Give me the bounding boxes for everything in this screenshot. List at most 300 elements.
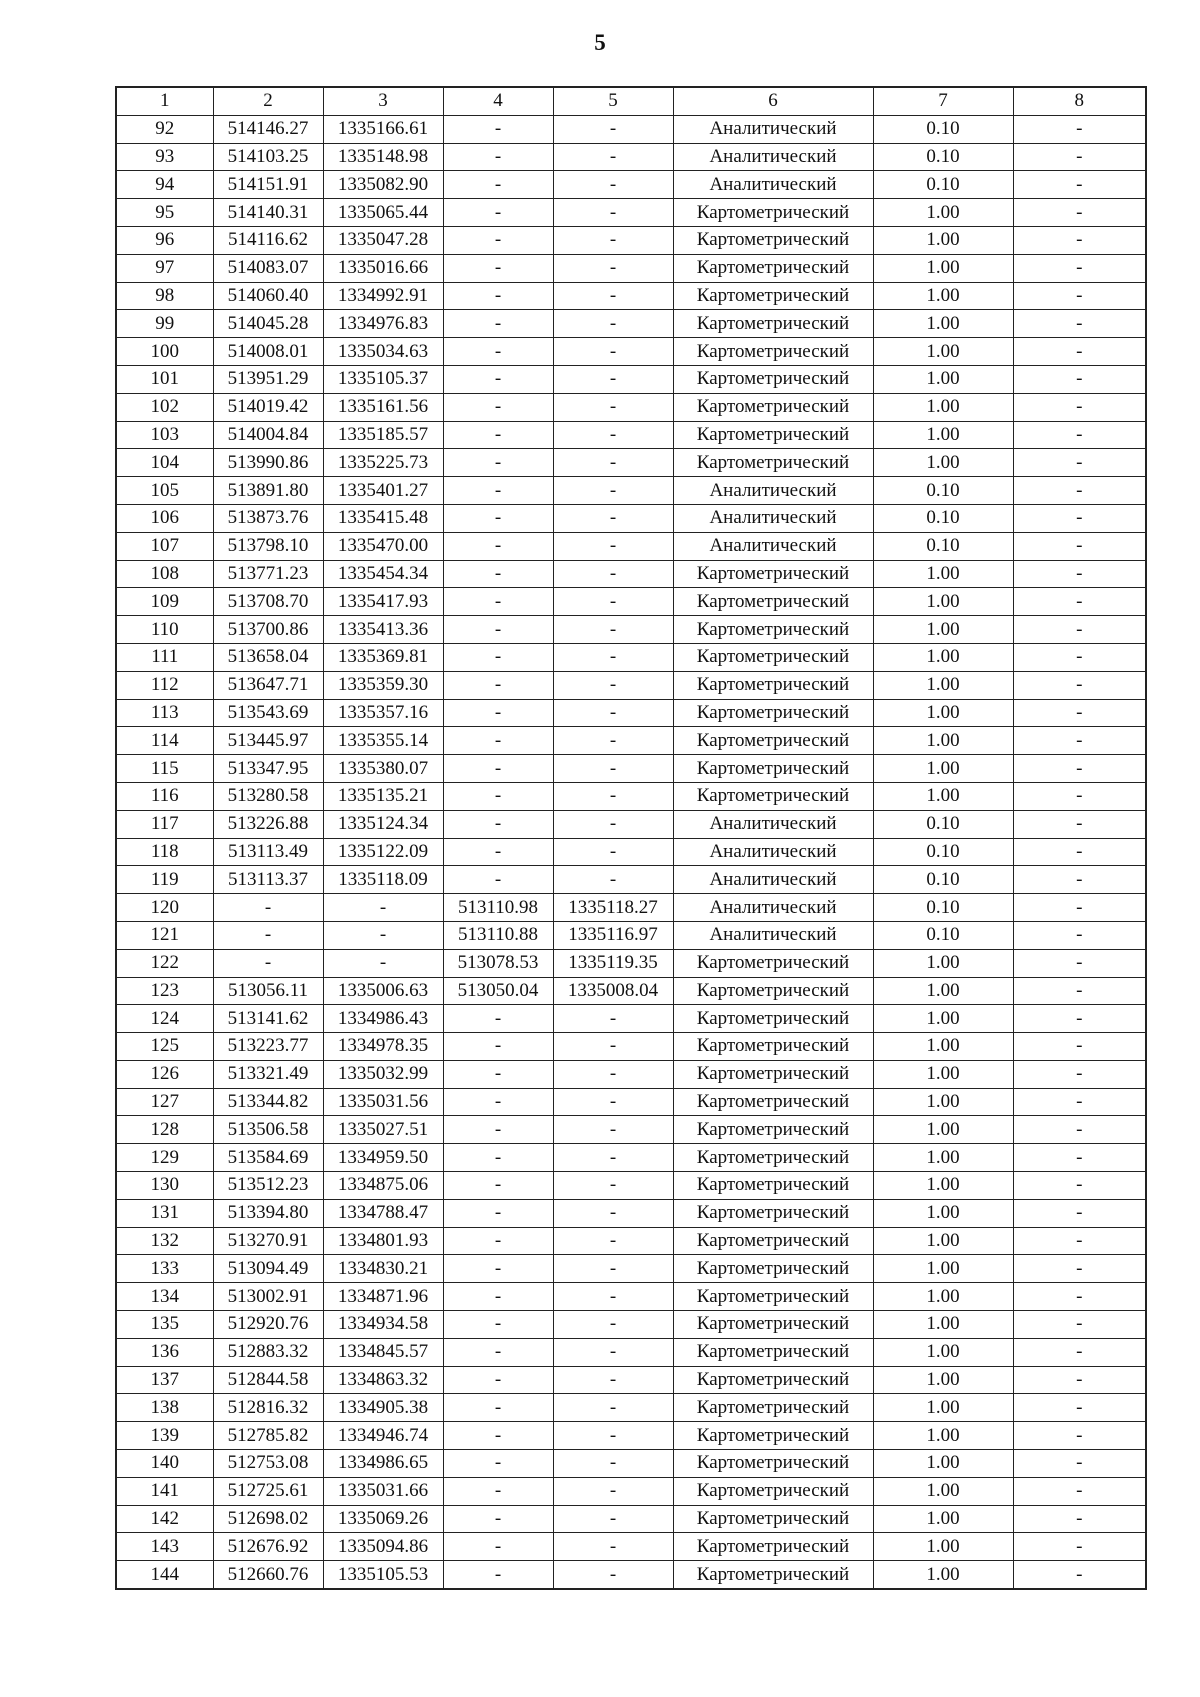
cell-y-new-coordinate: - [553, 226, 673, 254]
cell-x-new-coordinate: - [443, 866, 553, 894]
cell-point-number: 142 [116, 1505, 213, 1533]
table-row [116, 310, 1146, 338]
cell-x-coordinate: 513094.49 [213, 1255, 323, 1283]
cell-x-coordinate: 512698.02 [213, 1505, 323, 1533]
cell-accuracy: 1.00 [873, 643, 1013, 671]
column-header-x-new-coordinate: 4 [443, 87, 553, 115]
cell-y-coordinate: 1335047.28 [323, 226, 443, 254]
cell-description: - [1013, 1227, 1146, 1255]
cell-method: Картометрический [673, 699, 873, 727]
cell-accuracy: 1.00 [873, 1561, 1013, 1589]
column-header-description: 8 [1013, 87, 1146, 115]
cell-method: Аналитический [673, 143, 873, 171]
cell-x-coordinate: 513506.58 [213, 1116, 323, 1144]
cell-description: - [1013, 1172, 1146, 1200]
cell-y-coordinate: 1334986.65 [323, 1450, 443, 1478]
cell-accuracy: 1.00 [873, 365, 1013, 393]
table-row [116, 338, 1146, 366]
cell-description: - [1013, 1477, 1146, 1505]
cell-point-number: 110 [116, 616, 213, 644]
cell-x-new-coordinate: - [443, 449, 553, 477]
cell-description: - [1013, 282, 1146, 310]
cell-x-new-coordinate: - [443, 1144, 553, 1172]
cell-point-number: 108 [116, 560, 213, 588]
cell-x-coordinate: 513141.62 [213, 1005, 323, 1033]
cell-x-new-coordinate: - [443, 810, 553, 838]
cell-method: Картометрический [673, 421, 873, 449]
cell-x-new-coordinate: 513050.04 [443, 977, 553, 1005]
cell-y-new-coordinate: - [553, 560, 673, 588]
cell-y-new-coordinate: - [553, 143, 673, 171]
cell-y-coordinate: - [323, 949, 443, 977]
cell-point-number: 131 [116, 1199, 213, 1227]
cell-y-new-coordinate: - [553, 477, 673, 505]
cell-description: - [1013, 921, 1146, 949]
cell-accuracy: 0.10 [873, 143, 1013, 171]
cell-description: - [1013, 616, 1146, 644]
cell-method: Картометрический [673, 588, 873, 616]
cell-x-coordinate: 512816.32 [213, 1394, 323, 1422]
cell-y-coordinate: 1335413.36 [323, 616, 443, 644]
cell-method: Картометрический [673, 310, 873, 338]
cell-method: Аналитический [673, 504, 873, 532]
cell-x-coordinate: 513771.23 [213, 560, 323, 588]
cell-y-coordinate: 1334871.96 [323, 1283, 443, 1311]
cell-y-new-coordinate: - [553, 866, 673, 894]
cell-y-coordinate: 1334845.57 [323, 1338, 443, 1366]
cell-x-new-coordinate: - [443, 838, 553, 866]
cell-y-coordinate: - [323, 894, 443, 922]
cell-y-new-coordinate: - [553, 504, 673, 532]
cell-x-coordinate: 514103.25 [213, 143, 323, 171]
table-row [116, 588, 1146, 616]
cell-description: - [1013, 1422, 1146, 1450]
cell-accuracy: 1.00 [873, 1033, 1013, 1061]
cell-description: - [1013, 532, 1146, 560]
cell-x-coordinate: 514045.28 [213, 310, 323, 338]
cell-description: - [1013, 949, 1146, 977]
cell-x-coordinate: - [213, 949, 323, 977]
cell-method: Картометрический [673, 1088, 873, 1116]
cell-x-new-coordinate: - [443, 477, 553, 505]
cell-x-new-coordinate: - [443, 338, 553, 366]
cell-accuracy: 1.00 [873, 671, 1013, 699]
cell-y-new-coordinate: - [553, 643, 673, 671]
cell-x-new-coordinate: - [443, 1116, 553, 1144]
cell-x-coordinate: 514140.31 [213, 199, 323, 227]
cell-x-coordinate: 514146.27 [213, 115, 323, 143]
cell-point-number: 99 [116, 310, 213, 338]
cell-description: - [1013, 226, 1146, 254]
cell-point-number: 119 [116, 866, 213, 894]
cell-y-coordinate: 1334934.58 [323, 1311, 443, 1339]
coordinates-table [115, 86, 1147, 1590]
table-row [116, 1088, 1146, 1116]
table-row [116, 1033, 1146, 1061]
cell-method: Картометрический [673, 1033, 873, 1061]
cell-x-new-coordinate: - [443, 1311, 553, 1339]
cell-x-coordinate: 513270.91 [213, 1227, 323, 1255]
table-row [116, 1450, 1146, 1478]
cell-point-number: 93 [116, 143, 213, 171]
cell-method: Аналитический [673, 810, 873, 838]
cell-method: Картометрический [673, 755, 873, 783]
cell-x-coordinate: 513658.04 [213, 643, 323, 671]
cell-point-number: 106 [116, 504, 213, 532]
cell-method: Картометрический [673, 1533, 873, 1561]
cell-accuracy: 0.10 [873, 810, 1013, 838]
cell-description: - [1013, 1088, 1146, 1116]
column-header-accuracy: 7 [873, 87, 1013, 115]
cell-x-new-coordinate: - [443, 393, 553, 421]
cell-x-new-coordinate: - [443, 755, 553, 783]
cell-y-coordinate: 1335118.09 [323, 866, 443, 894]
cell-y-new-coordinate: 1335008.04 [553, 977, 673, 1005]
cell-point-number: 105 [116, 477, 213, 505]
cell-method: Картометрический [673, 727, 873, 755]
cell-point-number: 121 [116, 921, 213, 949]
cell-point-number: 133 [116, 1255, 213, 1283]
cell-y-coordinate: 1335470.00 [323, 532, 443, 560]
cell-description: - [1013, 421, 1146, 449]
table-row [116, 254, 1146, 282]
cell-x-new-coordinate: - [443, 588, 553, 616]
cell-x-coordinate: 514083.07 [213, 254, 323, 282]
cell-accuracy: 1.00 [873, 1144, 1013, 1172]
cell-method: Картометрический [673, 393, 873, 421]
cell-method: Аналитический [673, 866, 873, 894]
cell-point-number: 102 [116, 393, 213, 421]
cell-x-new-coordinate: - [443, 1255, 553, 1283]
cell-y-coordinate: 1335124.34 [323, 810, 443, 838]
cell-method: Аналитический [673, 477, 873, 505]
cell-accuracy: 1.00 [873, 338, 1013, 366]
cell-point-number: 141 [116, 1477, 213, 1505]
cell-description: - [1013, 588, 1146, 616]
cell-y-new-coordinate: - [553, 1199, 673, 1227]
cell-method: Картометрический [673, 1255, 873, 1283]
cell-method: Картометрический [673, 1394, 873, 1422]
cell-accuracy: 1.00 [873, 699, 1013, 727]
table-header-row [116, 87, 1146, 115]
cell-accuracy: 1.00 [873, 199, 1013, 227]
cell-x-new-coordinate: - [443, 532, 553, 560]
cell-accuracy: 1.00 [873, 226, 1013, 254]
cell-description: - [1013, 1116, 1146, 1144]
cell-accuracy: 0.10 [873, 838, 1013, 866]
table-row [116, 921, 1146, 949]
cell-y-new-coordinate: - [553, 1033, 673, 1061]
cell-description: - [1013, 1255, 1146, 1283]
cell-method: Картометрический [673, 977, 873, 1005]
table-row [116, 1394, 1146, 1422]
cell-x-coordinate: 513543.69 [213, 699, 323, 727]
cell-y-new-coordinate: - [553, 671, 673, 699]
cell-method: Картометрический [673, 949, 873, 977]
cell-point-number: 113 [116, 699, 213, 727]
cell-description: - [1013, 1533, 1146, 1561]
cell-method: Картометрический [673, 560, 873, 588]
cell-x-coordinate: 512785.82 [213, 1422, 323, 1450]
cell-method: Картометрический [673, 1477, 873, 1505]
cell-y-coordinate: 1335094.86 [323, 1533, 443, 1561]
cell-point-number: 117 [116, 810, 213, 838]
page-number: 5 [594, 30, 606, 55]
cell-y-new-coordinate: - [553, 1477, 673, 1505]
cell-point-number: 140 [116, 1450, 213, 1478]
table-row [116, 671, 1146, 699]
cell-method: Картометрический [673, 643, 873, 671]
cell-y-coordinate: 1335148.98 [323, 143, 443, 171]
table-row [116, 449, 1146, 477]
cell-x-new-coordinate: - [443, 1450, 553, 1478]
cell-y-new-coordinate: - [553, 755, 673, 783]
cell-x-new-coordinate: - [443, 171, 553, 199]
cell-x-coordinate: 513002.91 [213, 1283, 323, 1311]
cell-x-new-coordinate: - [443, 1033, 553, 1061]
table-row [116, 365, 1146, 393]
cell-method: Картометрический [673, 449, 873, 477]
cell-x-coordinate: 514008.01 [213, 338, 323, 366]
cell-description: - [1013, 1033, 1146, 1061]
cell-x-coordinate: 512753.08 [213, 1450, 323, 1478]
cell-point-number: 109 [116, 588, 213, 616]
cell-accuracy: 1.00 [873, 1227, 1013, 1255]
cell-y-coordinate: 1334946.74 [323, 1422, 443, 1450]
cell-y-coordinate: 1335415.48 [323, 504, 443, 532]
cell-y-coordinate: 1335135.21 [323, 782, 443, 810]
cell-x-new-coordinate: - [443, 1199, 553, 1227]
cell-description: - [1013, 1144, 1146, 1172]
cell-x-coordinate: 512725.61 [213, 1477, 323, 1505]
cell-y-new-coordinate: - [553, 1116, 673, 1144]
cell-x-new-coordinate: - [443, 1172, 553, 1200]
cell-y-new-coordinate: - [553, 1060, 673, 1088]
cell-accuracy: 0.10 [873, 894, 1013, 922]
cell-method: Картометрический [673, 1060, 873, 1088]
cell-point-number: 104 [116, 449, 213, 477]
cell-x-new-coordinate: - [443, 1394, 553, 1422]
cell-point-number: 128 [116, 1116, 213, 1144]
cell-point-number: 120 [116, 894, 213, 922]
table-row [116, 199, 1146, 227]
cell-y-coordinate: 1335401.27 [323, 477, 443, 505]
table-row [116, 1311, 1146, 1339]
cell-accuracy: 1.00 [873, 254, 1013, 282]
cell-x-coordinate: 512920.76 [213, 1311, 323, 1339]
cell-point-number: 98 [116, 282, 213, 310]
cell-method: Картометрический [673, 1561, 873, 1589]
cell-x-new-coordinate: - [443, 1283, 553, 1311]
table-row [116, 1060, 1146, 1088]
cell-accuracy: 1.00 [873, 782, 1013, 810]
column-header-x-coordinate: 2 [213, 87, 323, 115]
cell-accuracy: 1.00 [873, 1116, 1013, 1144]
table-row [116, 1255, 1146, 1283]
cell-x-coordinate: 513512.23 [213, 1172, 323, 1200]
cell-x-coordinate: 514060.40 [213, 282, 323, 310]
cell-y-coordinate: 1335122.09 [323, 838, 443, 866]
cell-x-coordinate: 514019.42 [213, 393, 323, 421]
cell-y-new-coordinate: - [553, 1311, 673, 1339]
cell-method: Аналитический [673, 921, 873, 949]
cell-description: - [1013, 643, 1146, 671]
cell-x-new-coordinate: - [443, 727, 553, 755]
cell-x-coordinate: 513891.80 [213, 477, 323, 505]
cell-x-coordinate: 513584.69 [213, 1144, 323, 1172]
cell-description: - [1013, 810, 1146, 838]
cell-x-new-coordinate: - [443, 1088, 553, 1116]
cell-x-coordinate: 513445.97 [213, 727, 323, 755]
cell-accuracy: 0.10 [873, 921, 1013, 949]
cell-description: - [1013, 449, 1146, 477]
cell-x-coordinate: 514004.84 [213, 421, 323, 449]
cell-x-new-coordinate: - [443, 1533, 553, 1561]
cell-description: - [1013, 1338, 1146, 1366]
cell-method: Картометрический [673, 671, 873, 699]
cell-method: Картометрический [673, 1450, 873, 1478]
cell-accuracy: 1.00 [873, 1394, 1013, 1422]
table-row [116, 560, 1146, 588]
table-row [116, 532, 1146, 560]
cell-method: Картометрический [673, 1172, 873, 1200]
cell-x-new-coordinate: 513110.98 [443, 894, 553, 922]
table-row [116, 226, 1146, 254]
table-body [116, 115, 1146, 1589]
table-row [116, 894, 1146, 922]
table-row [116, 1227, 1146, 1255]
table-row [116, 282, 1146, 310]
cell-y-coordinate: 1334976.83 [323, 310, 443, 338]
cell-x-new-coordinate: - [443, 199, 553, 227]
cell-y-new-coordinate: - [553, 588, 673, 616]
cell-method: Картометрический [673, 616, 873, 644]
table-row [116, 1422, 1146, 1450]
cell-method: Аналитический [673, 838, 873, 866]
cell-y-new-coordinate: - [553, 1561, 673, 1589]
table-row [116, 477, 1146, 505]
cell-description: - [1013, 1561, 1146, 1589]
cell-point-number: 127 [116, 1088, 213, 1116]
cell-y-coordinate: 1335417.93 [323, 588, 443, 616]
cell-accuracy: 1.00 [873, 1422, 1013, 1450]
cell-y-new-coordinate: - [553, 1338, 673, 1366]
cell-x-new-coordinate: - [443, 1366, 553, 1394]
table-row [116, 1533, 1146, 1561]
cell-y-new-coordinate: - [553, 1144, 673, 1172]
cell-x-coordinate: 514116.62 [213, 226, 323, 254]
cell-accuracy: 1.00 [873, 1450, 1013, 1478]
cell-x-coordinate: 513321.49 [213, 1060, 323, 1088]
cell-accuracy: 1.00 [873, 449, 1013, 477]
cell-description: - [1013, 338, 1146, 366]
cell-point-number: 114 [116, 727, 213, 755]
cell-description: - [1013, 254, 1146, 282]
cell-x-coordinate: 513951.29 [213, 365, 323, 393]
table-row [116, 421, 1146, 449]
cell-y-new-coordinate: - [553, 1366, 673, 1394]
cell-method: Картометрический [673, 254, 873, 282]
table-row [116, 1144, 1146, 1172]
cell-x-new-coordinate: - [443, 1505, 553, 1533]
cell-accuracy: 0.10 [873, 115, 1013, 143]
cell-y-new-coordinate: - [553, 365, 673, 393]
cell-y-new-coordinate: - [553, 1227, 673, 1255]
cell-y-new-coordinate: - [553, 282, 673, 310]
cell-x-coordinate: 513708.70 [213, 588, 323, 616]
cell-point-number: 138 [116, 1394, 213, 1422]
cell-description: - [1013, 1505, 1146, 1533]
table-row [116, 616, 1146, 644]
cell-y-new-coordinate: - [553, 1283, 673, 1311]
table-row [116, 143, 1146, 171]
cell-description: - [1013, 1394, 1146, 1422]
cell-description: - [1013, 755, 1146, 783]
table-row [116, 643, 1146, 671]
cell-y-coordinate: 1334830.21 [323, 1255, 443, 1283]
cell-y-coordinate: 1335032.99 [323, 1060, 443, 1088]
cell-point-number: 132 [116, 1227, 213, 1255]
cell-y-coordinate: 1334905.38 [323, 1394, 443, 1422]
cell-y-new-coordinate: - [553, 1088, 673, 1116]
cell-x-new-coordinate: - [443, 143, 553, 171]
cell-y-new-coordinate: - [553, 1172, 673, 1200]
cell-y-coordinate: 1335027.51 [323, 1116, 443, 1144]
cell-description: - [1013, 782, 1146, 810]
cell-description: - [1013, 894, 1146, 922]
cell-y-coordinate: 1334978.35 [323, 1033, 443, 1061]
cell-description: - [1013, 727, 1146, 755]
cell-x-new-coordinate: - [443, 671, 553, 699]
cell-y-coordinate: 1335031.66 [323, 1477, 443, 1505]
cell-accuracy: 1.00 [873, 1088, 1013, 1116]
table-row [116, 949, 1146, 977]
table-row [116, 977, 1146, 1005]
cell-method: Картометрический [673, 1144, 873, 1172]
cell-accuracy: 1.00 [873, 727, 1013, 755]
cell-y-coordinate: 1335105.53 [323, 1561, 443, 1589]
cell-point-number: 136 [116, 1338, 213, 1366]
cell-y-new-coordinate: - [553, 782, 673, 810]
cell-description: - [1013, 838, 1146, 866]
cell-y-new-coordinate: - [553, 1533, 673, 1561]
cell-accuracy: 1.00 [873, 1005, 1013, 1033]
cell-point-number: 130 [116, 1172, 213, 1200]
cell-point-number: 96 [116, 226, 213, 254]
cell-method: Картометрический [673, 1366, 873, 1394]
cell-y-coordinate: 1335357.16 [323, 699, 443, 727]
cell-x-coordinate: 513798.10 [213, 532, 323, 560]
cell-y-new-coordinate: - [553, 449, 673, 477]
cell-description: - [1013, 504, 1146, 532]
cell-y-coordinate: 1334986.43 [323, 1005, 443, 1033]
cell-point-number: 137 [116, 1366, 213, 1394]
cell-x-new-coordinate: - [443, 1561, 553, 1589]
cell-accuracy: 1.00 [873, 616, 1013, 644]
cell-accuracy: 1.00 [873, 282, 1013, 310]
cell-x-new-coordinate: - [443, 616, 553, 644]
cell-method: Аналитический [673, 115, 873, 143]
table-row [116, 866, 1146, 894]
cell-description: - [1013, 310, 1146, 338]
cell-y-coordinate: 1335016.66 [323, 254, 443, 282]
cell-description: - [1013, 671, 1146, 699]
cell-point-number: 123 [116, 977, 213, 1005]
cell-accuracy: 1.00 [873, 421, 1013, 449]
cell-accuracy: 0.10 [873, 477, 1013, 505]
cell-x-new-coordinate: - [443, 226, 553, 254]
cell-description: - [1013, 199, 1146, 227]
